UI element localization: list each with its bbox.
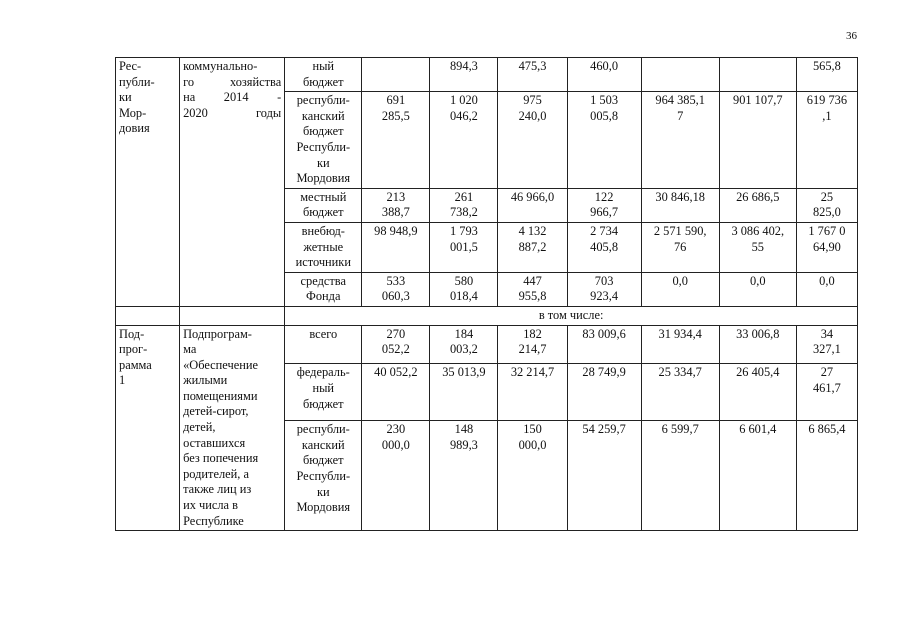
value-cell: 31 934,4	[641, 325, 719, 364]
value-cell: 230 000,0	[362, 421, 430, 531]
page-number: 36	[846, 30, 857, 42]
value-cell: 54 259,7	[567, 421, 641, 531]
value-cell: 1 503 005,8	[567, 92, 641, 189]
value-cell: 32 214,7	[498, 364, 567, 421]
value-cell: 964 385,1 7	[641, 92, 719, 189]
value-cell: 83 009,6	[567, 325, 641, 364]
value-cell: 3 086 402, 55	[719, 222, 796, 272]
value-cell: 975 240,0	[498, 92, 567, 189]
value-cell: 270 052,2	[362, 325, 430, 364]
value-cell: 26 405,4	[719, 364, 796, 421]
value-cell: 6 865,4	[796, 421, 857, 531]
region-cell: Рес- публи- ки Мор- довия	[116, 58, 180, 307]
value-cell: 580 018,4	[430, 272, 498, 306]
value-cell: 2 734 405,8	[567, 222, 641, 272]
value-cell: 1 020 046,2	[430, 92, 498, 189]
empty-cell	[116, 306, 180, 325]
value-cell: 475,3	[498, 58, 567, 92]
value-cell: 6 599,7	[641, 421, 719, 531]
value-cell: 150 000,0	[498, 421, 567, 531]
value-cell: 27 461,7	[796, 364, 857, 421]
value-cell: 1 793 001,5	[430, 222, 498, 272]
value-cell: 691 285,5	[362, 92, 430, 189]
value-cell: 25 334,7	[641, 364, 719, 421]
source-label: ный бюджет	[285, 58, 362, 92]
value-cell: 34 327,1	[796, 325, 857, 364]
value-cell: 4 132 887,2	[498, 222, 567, 272]
source-label: средства Фонда	[285, 272, 362, 306]
value-cell	[362, 58, 430, 92]
value-cell: 182 214,7	[498, 325, 567, 364]
value-cell: 184 003,2	[430, 325, 498, 364]
value-cell: 1 767 0 64,90	[796, 222, 857, 272]
value-cell: 40 052,2	[362, 364, 430, 421]
value-cell: 30 846,18	[641, 188, 719, 222]
source-label: республи- канский бюджет Республи- ки Мордовия	[285, 92, 362, 189]
value-cell: 46 966,0	[498, 188, 567, 222]
value-cell: 98 948,9	[362, 222, 430, 272]
value-cell: 0,0	[796, 272, 857, 306]
table-row	[116, 58, 858, 92]
subprogram-cell: Под- прог- рамма 1	[116, 325, 180, 531]
value-cell: 460,0	[567, 58, 641, 92]
value-cell: 261 738,2	[430, 188, 498, 222]
value-cell: 0,0	[719, 272, 796, 306]
source-label: внебюд- жетные источники	[285, 222, 362, 272]
budget-table	[115, 57, 858, 531]
value-cell: 619 736 ,1	[796, 92, 857, 189]
value-cell: 213 388,7	[362, 188, 430, 222]
value-cell: 565,8	[796, 58, 857, 92]
value-cell: 28 749,9	[567, 364, 641, 421]
value-cell: 25 825,0	[796, 188, 857, 222]
value-cell: 6 601,4	[719, 421, 796, 531]
subprogram-title-cell: Подпрограм- ма «Обеспечение жилыми помещениями детей-сирот, детей, оставшихся без попечения родителей, а также лиц из их числа в Республике	[180, 325, 285, 531]
value-cell: 122 966,7	[567, 188, 641, 222]
value-cell: 33 006,8	[719, 325, 796, 364]
value-cell: 0,0	[641, 272, 719, 306]
empty-cell	[180, 306, 285, 325]
source-label: федераль- ный бюджет	[285, 364, 362, 421]
value-cell: 35 013,9	[430, 364, 498, 421]
value-cell: 148 989,3	[430, 421, 498, 531]
source-label: республи- канский бюджет Республи- ки Мордовия	[285, 421, 362, 531]
including-label: в том числе:	[285, 306, 858, 325]
value-cell: 703 923,4	[567, 272, 641, 306]
program-cell: коммунально- го хозяйства на 2014 - 2020 годы	[180, 58, 285, 307]
value-cell: 447 955,8	[498, 272, 567, 306]
value-cell: 901 107,7	[719, 92, 796, 189]
value-cell: 2 571 590, 76	[641, 222, 719, 272]
value-cell: 533 060,3	[362, 272, 430, 306]
table-row	[116, 325, 858, 364]
table-row	[116, 306, 858, 325]
value-cell: 894,3	[430, 58, 498, 92]
value-cell	[641, 58, 719, 92]
source-label: всего	[285, 325, 362, 364]
value-cell	[719, 58, 796, 92]
source-label: местный бюджет	[285, 188, 362, 222]
value-cell: 26 686,5	[719, 188, 796, 222]
